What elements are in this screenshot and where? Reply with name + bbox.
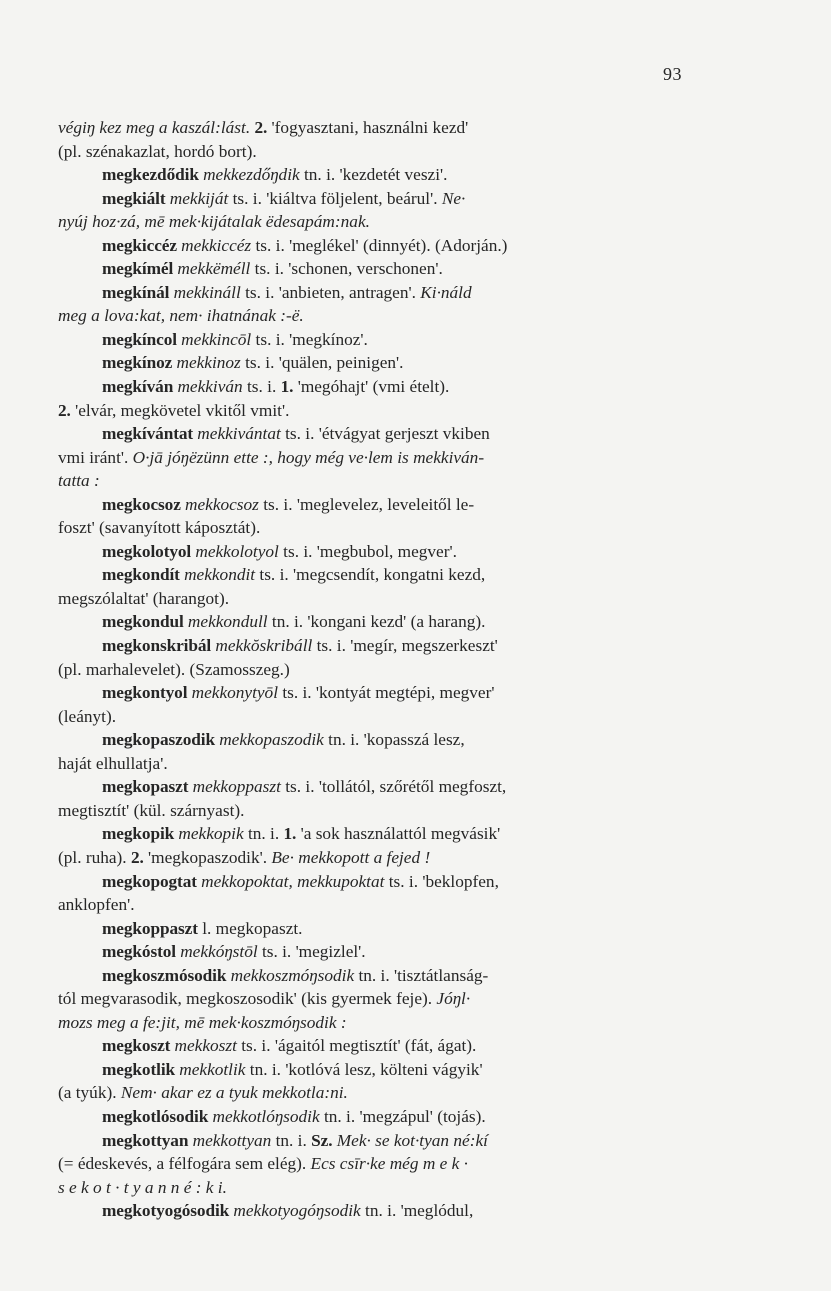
text-line bbox=[58, 446, 676, 470]
text-line bbox=[58, 304, 676, 328]
headword: megkontyol bbox=[102, 683, 192, 703]
definition-text: ts. i. 'megizlel'. bbox=[257, 942, 366, 962]
text-line bbox=[58, 516, 676, 540]
headword: megkottyan bbox=[102, 1130, 193, 1150]
definition-text: ts. i. 'quälen, peinigen'. bbox=[240, 353, 404, 373]
text-line bbox=[58, 799, 676, 823]
text-line bbox=[58, 1105, 676, 1129]
dialect-form: mekkincōl bbox=[181, 329, 252, 349]
text-line bbox=[58, 1176, 676, 1200]
headword: megkotlik bbox=[102, 1059, 180, 1079]
dialect-form: nyúj hoz·zá, mē mek·kijátalak ëdesapám:nak. bbox=[58, 212, 370, 232]
headword: megkotlósodik bbox=[102, 1106, 213, 1126]
text-line bbox=[58, 987, 676, 1011]
text-line bbox=[58, 964, 676, 988]
text-line bbox=[58, 140, 676, 164]
dialect-form: mekkóŋstōl bbox=[180, 942, 258, 962]
definition-text: vmi iránt'. bbox=[58, 447, 133, 467]
definition-text: (pl. szénakazlat, hordó bort). bbox=[58, 141, 257, 161]
text-line bbox=[58, 1034, 676, 1058]
dialect-form: mekkondit bbox=[184, 565, 256, 585]
definition-text: ts. i. 'kiáltva följelent, beárul'. bbox=[228, 188, 442, 208]
dialect-form: mekkoszmóŋsodik bbox=[230, 965, 355, 985]
headword: 2. bbox=[58, 400, 71, 420]
text-line bbox=[58, 234, 676, 258]
dialect-form: Ne· bbox=[441, 188, 466, 208]
headword: 1. bbox=[280, 377, 294, 397]
definition-text: 'megkopaszodik'. bbox=[143, 847, 272, 867]
definition-text: 'megóhajt' (vmi ételt). bbox=[293, 377, 450, 397]
dialect-form: Ki·náld bbox=[420, 282, 472, 302]
definition-text: 'elvár, megkövetel vkitől vmit'. bbox=[70, 400, 290, 420]
text-line bbox=[58, 540, 676, 564]
definition-text: (leányt). bbox=[58, 706, 117, 726]
definition-text: ts. i. 'megír, megszerkeszt' bbox=[312, 636, 498, 656]
headword: megkiált bbox=[102, 188, 170, 208]
text-line bbox=[58, 940, 676, 964]
definition-text: tn. i. 'kezdetét veszi'. bbox=[299, 165, 448, 185]
dialect-form: mekkiját bbox=[169, 188, 229, 208]
dialect-form: mekkëméll bbox=[177, 259, 251, 279]
headword: megkíván bbox=[102, 377, 178, 397]
dialect-form: végiŋ kez meg a kaszál:lást. bbox=[58, 118, 255, 137]
text-line bbox=[58, 493, 676, 517]
text-line bbox=[58, 775, 676, 799]
headword: megkondít bbox=[102, 565, 185, 585]
dialect-form: mekkezdőŋdik bbox=[203, 165, 300, 185]
headword: 1. bbox=[283, 824, 297, 844]
headword: megkíncol bbox=[102, 329, 182, 349]
text-line bbox=[58, 822, 676, 846]
page-number: 93 bbox=[663, 64, 682, 84]
text-line bbox=[58, 422, 676, 446]
headword: megkoppaszt bbox=[102, 918, 198, 938]
definition-text: haját elhullatja'. bbox=[58, 753, 168, 773]
definition-text: ts. i. 'schonen, verschonen'. bbox=[250, 259, 443, 279]
text-line bbox=[58, 1129, 676, 1153]
dialect-form: Mek· se kot·tyan né:kí bbox=[336, 1130, 488, 1150]
dialect-form: mekkiván bbox=[177, 377, 243, 397]
definition-text: 'a sok használattól megvásik' bbox=[296, 824, 501, 844]
text-line bbox=[58, 728, 676, 752]
text-line bbox=[58, 563, 676, 587]
headword: 2. bbox=[130, 847, 144, 867]
definition-text: ts. i. 'meglevelez, leveleitől le- bbox=[258, 494, 475, 514]
text-line bbox=[58, 1058, 676, 1082]
definition-text: tn. i. bbox=[243, 824, 284, 844]
text-line bbox=[58, 705, 676, 729]
definition-text: tn. i. 'kongani kezd' (a harang). bbox=[267, 612, 486, 632]
text-line bbox=[58, 116, 676, 140]
dialect-form: mekkocsoz bbox=[185, 494, 259, 514]
headword: megkondul bbox=[102, 612, 188, 632]
definition-text: tn. i. 'kopasszá lesz, bbox=[323, 730, 465, 750]
dialect-form: mozs meg a fe:jit, mē mek·koszmóŋsodik : bbox=[58, 1012, 347, 1032]
definition-text: (= édeskevés, a félfogára sem elég). bbox=[58, 1154, 311, 1174]
text-line bbox=[58, 328, 676, 352]
definition-text: tn. i. 'kotlóvá lesz, költeni vágyik' bbox=[245, 1059, 483, 1079]
headword: megkopaszt bbox=[102, 777, 193, 797]
text-line bbox=[58, 610, 676, 634]
text-line bbox=[58, 1011, 676, 1035]
headword: megkotyogósodik bbox=[102, 1201, 234, 1221]
headword: megkoszt bbox=[102, 1036, 175, 1056]
text-line bbox=[58, 163, 676, 187]
text-line bbox=[58, 1199, 676, 1223]
headword: megkopaszodik bbox=[102, 730, 220, 750]
definition-text: ts. i. bbox=[242, 377, 281, 397]
headword: megkímél bbox=[102, 259, 178, 279]
text-line bbox=[58, 399, 676, 423]
headword: megkezdődik bbox=[102, 165, 204, 185]
text-line bbox=[58, 846, 676, 870]
definition-text: (pl. ruha). bbox=[58, 847, 131, 867]
definition-text: ts. i. 'megbubol, megver'. bbox=[278, 541, 457, 561]
headword: megkóstol bbox=[102, 942, 181, 962]
headword: megkívántat bbox=[102, 424, 198, 444]
definition-text: tól megvarasodik, megkoszosodik' (kis gyermek feje). bbox=[58, 989, 437, 1009]
dialect-form: tatta : bbox=[58, 471, 100, 491]
definition-text: tn. i. 'tisztátlanság- bbox=[354, 965, 489, 985]
dialect-form: mekkŏskribáll bbox=[215, 636, 313, 656]
definition-text: l. megkopaszt. bbox=[197, 918, 303, 938]
dialect-form: mekkotlóŋsodik bbox=[212, 1106, 320, 1126]
text-line bbox=[58, 658, 676, 682]
headword: megkocsoz bbox=[102, 494, 185, 514]
headword: megkoszmósodik bbox=[102, 965, 231, 985]
headword: megkolotyol bbox=[102, 541, 196, 561]
definition-text: (a tyúk). bbox=[58, 1083, 121, 1103]
definition-text: megszólaltat' (harangot). bbox=[58, 588, 230, 608]
definition-text: tn. i. 'meglódul, bbox=[360, 1201, 474, 1221]
definition-text: anklopfen'. bbox=[58, 895, 135, 915]
headword: megkínál bbox=[102, 282, 174, 302]
definition-text: ts. i. 'tollától, szőrétől megfoszt, bbox=[280, 777, 507, 797]
text-line bbox=[58, 351, 676, 375]
headword: megkínoz bbox=[102, 353, 177, 373]
text-line bbox=[58, 587, 676, 611]
definition-text: ts. i. 'ágaitól megtisztít' (fát, ágat). bbox=[236, 1036, 477, 1056]
text-line bbox=[58, 281, 676, 305]
headword: 2. bbox=[254, 118, 268, 137]
definition-text: tn. i. bbox=[271, 1130, 312, 1150]
text-line bbox=[58, 1152, 676, 1176]
text-line bbox=[58, 469, 676, 493]
headword: megkopogtat bbox=[102, 871, 202, 891]
dialect-form: mekkopaszodik bbox=[219, 730, 324, 750]
text-line bbox=[58, 752, 676, 776]
dialect-form: Jóŋl· bbox=[436, 989, 471, 1009]
dialect-form: mekkonytyōl bbox=[191, 683, 278, 703]
dialect-form: s e k o t · t y a n n é : k i. bbox=[58, 1177, 227, 1197]
dialect-form: mekkopik bbox=[178, 824, 244, 844]
dialect-form: O·jā jóŋëzünn ette :, hogy még ve·lem is mekkiván- bbox=[132, 447, 485, 467]
definition-text: ts. i. 'megkínoz'. bbox=[251, 329, 368, 349]
headword: megkopik bbox=[102, 824, 179, 844]
dictionary-text bbox=[58, 116, 676, 1223]
dialect-form: meg a lova:kat, nem· ihatnának :-ë. bbox=[58, 306, 304, 326]
headword: megkiccéz bbox=[102, 235, 182, 255]
definition-text: ts. i. 'beklopfen, bbox=[384, 871, 499, 891]
text-line bbox=[58, 187, 676, 211]
definition-text: foszt' (savanyított káposztát). bbox=[58, 518, 261, 538]
definition-text: ts. i. 'kontyát megtépi, megver' bbox=[278, 683, 495, 703]
headword: megkonskribál bbox=[102, 636, 216, 656]
text-line bbox=[58, 917, 676, 941]
definition-text: tn. i. 'megzápul' (tojás). bbox=[319, 1106, 486, 1126]
dialect-form: mekkopoktat, mekkupoktat bbox=[201, 871, 385, 891]
text-line bbox=[58, 257, 676, 281]
text-line bbox=[58, 634, 676, 658]
text-line bbox=[58, 681, 676, 705]
text-line bbox=[58, 893, 676, 917]
definition-text: ts. i. 'meglékel' (dinnyét). (Adorján.) bbox=[251, 235, 508, 255]
definition-text: 'fogyasztani, használni kezd' bbox=[267, 118, 469, 137]
definition-text: ts. i. 'megcsendít, kongatni kezd, bbox=[255, 565, 486, 585]
dialect-form: mekkolotyol bbox=[195, 541, 279, 561]
text-line bbox=[58, 375, 676, 399]
dialect-form: mekkoppaszt bbox=[192, 777, 281, 797]
definition-text: (pl. marhalevelet). (Szamosszeg.) bbox=[58, 659, 290, 679]
headword: Sz. bbox=[311, 1130, 333, 1150]
text-line bbox=[58, 870, 676, 894]
text-line bbox=[58, 210, 676, 234]
dialect-form: mekkoszt bbox=[174, 1036, 237, 1056]
dialect-form: mekkondull bbox=[187, 612, 268, 632]
text-line bbox=[58, 1081, 676, 1105]
definition-text: megtisztít' (kül. szárnyast). bbox=[58, 800, 245, 820]
dialect-form: mekkivántat bbox=[197, 424, 281, 444]
dialect-form: mekkiccéz bbox=[181, 235, 252, 255]
definition-text: ts. i. 'anbieten, antragen'. bbox=[240, 282, 421, 302]
dialect-form: Ecs csīr·ke még m e k · bbox=[310, 1154, 468, 1174]
dialect-form: mekkináll bbox=[173, 282, 241, 302]
definition-text: ts. i. 'étvágyat gerjeszt vkiben bbox=[280, 424, 490, 444]
dialect-form: Be· mekkopott a fejed ! bbox=[271, 847, 431, 867]
dialect-form: mekkotyogóŋsodik bbox=[233, 1201, 361, 1221]
dialect-form: mekkotlik bbox=[179, 1059, 246, 1079]
dialect-form: Nem· akar ez a tyuk mekkotla:ni. bbox=[120, 1083, 348, 1103]
dialect-form: mekkinoz bbox=[176, 353, 241, 373]
dialect-form: mekkottyan bbox=[192, 1130, 272, 1150]
